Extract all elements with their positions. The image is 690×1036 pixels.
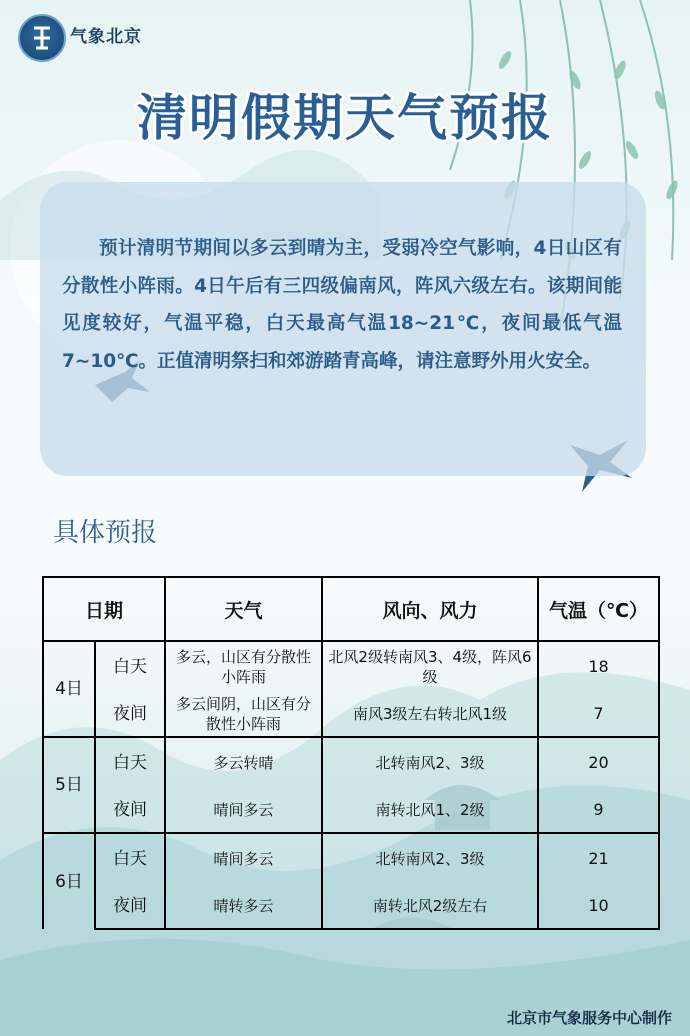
weather-cell: 晴转多云 xyxy=(165,884,322,929)
temp-cell: 18 xyxy=(538,641,659,692)
wind-cell: 北转南风2、3级 xyxy=(322,737,538,788)
header-temp: 气温（℃） xyxy=(538,577,659,641)
weather-cell: 晴间多云 xyxy=(165,788,322,833)
table-row xyxy=(43,788,659,833)
forecast-table xyxy=(42,576,660,930)
header-wind: 风向、风力 xyxy=(322,577,538,641)
temp-cell: 21 xyxy=(538,833,659,884)
weather-cell: 多云，山区有分散性小阵雨 xyxy=(165,641,322,692)
intro-paragraph: 预计清明节期间以多云到晴为主，受弱冷空气影响，4日山区有分散性小阵雨。4日午后有三四级偏南风，阵风六级左右。该期间能见度较好，气温平稳，白天最高气温18~21℃，夜间最低气温7~10℃。正值清明祭扫和郊游踏青高峰，请注意野外用火安全。 xyxy=(62,238,622,372)
brand-name: 气象北京 xyxy=(70,27,142,47)
section-title: 具体预报 xyxy=(53,518,158,548)
wind-cell: 北风2级转南风3、4级，阵风6级 xyxy=(322,641,538,692)
date-cell: 6日 xyxy=(43,833,95,929)
wind-cell: 南转北风2级左右 xyxy=(322,884,538,929)
weather-cell: 多云间阴，山区有分散性小阵雨 xyxy=(165,692,322,737)
temp-cell: 9 xyxy=(538,788,659,833)
wind-cell: 北转南风2、3级 xyxy=(322,833,538,884)
table-row xyxy=(43,833,659,884)
header-weather: 天气 xyxy=(165,577,322,641)
period-cell: 夜间 xyxy=(95,788,165,833)
weather-cell: 多云转晴 xyxy=(165,737,322,788)
period-cell: 夜间 xyxy=(95,692,165,737)
footer-credit: 北京市气象服务中心制作 xyxy=(506,1009,672,1027)
wind-cell: 南风3级左右转北风1级 xyxy=(322,692,538,737)
weather-cell: 晴间多云 xyxy=(165,833,322,884)
temp-cell: 20 xyxy=(538,737,659,788)
header-date: 日期 xyxy=(43,577,165,641)
date-cell: 4日 xyxy=(43,641,95,737)
table-row xyxy=(43,737,659,788)
wind-cell: 南转北风1、2级 xyxy=(322,788,538,833)
table-row xyxy=(43,641,659,692)
beijing-meteorology-logo-icon xyxy=(18,14,66,62)
table-row xyxy=(43,692,659,737)
table-row xyxy=(43,884,659,929)
period-cell: 白天 xyxy=(95,737,165,788)
page-title: 清明假期天气预报 xyxy=(137,89,553,147)
temp-cell: 7 xyxy=(538,692,659,737)
temp-cell: 10 xyxy=(538,884,659,929)
date-cell: 5日 xyxy=(43,737,95,833)
table-header-row xyxy=(43,577,659,641)
period-cell: 夜间 xyxy=(95,884,165,929)
period-cell: 白天 xyxy=(95,641,165,692)
period-cell: 白天 xyxy=(95,833,165,884)
